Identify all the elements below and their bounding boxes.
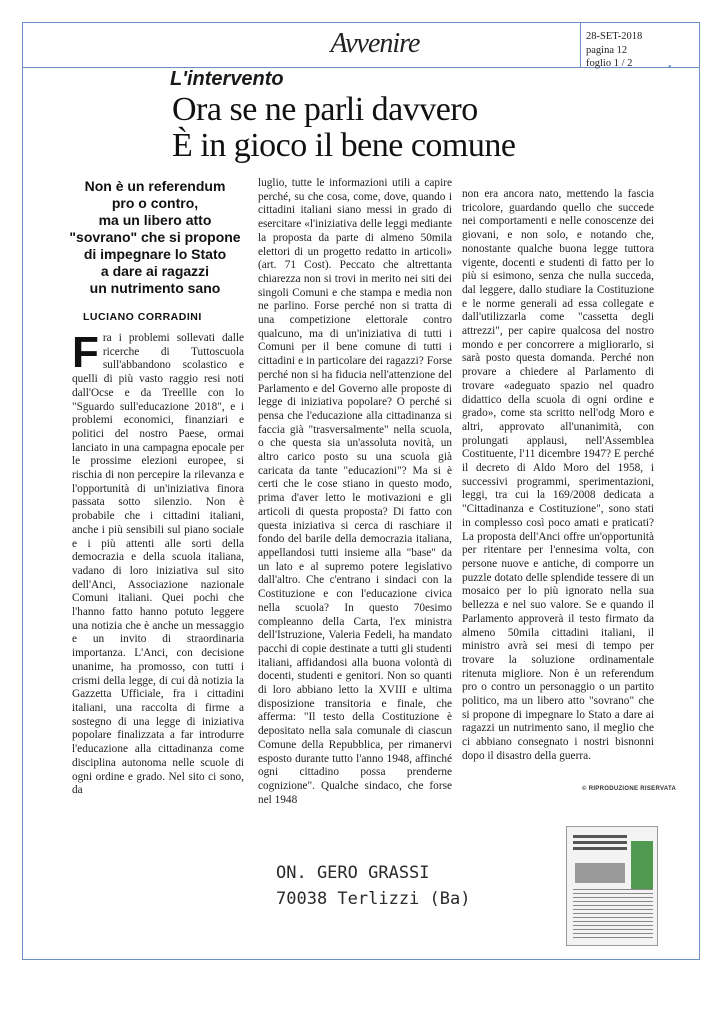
column-3-text: non era ancora nato, mettendo la fascia tricolore, guardando quello che succede nei comportamenti e nelle conoscenze dei giovani, e non solo, e notando che, nonostante qualche buona legge tuttora vigente, docenti e studenti di fatto per lo più si esimono, senza che nulla succeda, dal leggere, dallo studiare la Costituzione e le norme generali ad essa collegate e dall'utilizzarla come "cassetta degli attrezzi", per capire qualcosa del nostro mondo e per concorrere a migliorarlo, si sarà posto questa domanda. Perché non provare a chiedere al Parlamento di trovare «adeguato spazio nel quadro didattico della scuola di ogni ordine e grado», come sta scritto nell'odg Moro e altri, approvato all'unanimità, con prolungati applausi, nell'Assemblea Costituente, l'11 dicembre 1947? E perché il decreto di Aldo Moro del 1958, i successivi programmi, sperimentazioni, leggi, tra cui la 169/2008 dedicata a "Cittadinanza e Costituzione", sono stati in complesso così poco amati e praticati? La proposta dell'Anci offre un'opportunità per ritentare per l'ennesima volta, con persone nuove e antiche, di comporre un puzzle dotato delle splendide tessere di un mosaico per lo più ignorato nella sua bellezza e nel suo valore. Se e quando il Parlamento approverà il testo firmato da almeno 50mila cittadini italiani, il ministro avrà sei mesi di tempo per trovare la soluzione ordinamentale ritenuta migliore. Non è un referendum pro o contro un personaggio o un partito politico, ma un libero atto "sovrano" che si propone di impegnare lo Stato a dare ai ragazzi un nutrimento sano, il meglio che ci abbiano consegnato i nostri bisnonni dopo il disastro della guerra. xyxy=(462,188,654,762)
page-thumbnail xyxy=(566,826,658,946)
byline: LUCIANO CORRADINI xyxy=(83,311,202,323)
subhead-line: un nutrimento sano xyxy=(89,280,221,296)
headline-line-2: È in gioco il bene comune xyxy=(172,127,516,164)
clipping-date: 28-SET-2018 xyxy=(586,31,643,42)
article-column-3 xyxy=(462,188,654,798)
subheadline xyxy=(60,178,250,297)
thumbnail-image xyxy=(575,863,625,883)
drop-cap: F xyxy=(72,332,99,377)
subhead-line: di impegnare lo Stato xyxy=(83,246,227,262)
article-column-2 xyxy=(258,177,452,867)
clipping-page: pagina 12 xyxy=(586,44,628,56)
subhead-line: "sovrano" che si propone xyxy=(69,229,241,245)
section-rubric: L'intervento xyxy=(170,68,284,90)
headline xyxy=(172,92,692,164)
article-column-1 xyxy=(72,332,244,812)
subhead-line: ma un libero atto xyxy=(98,212,212,228)
clipping-sheet: foglio 1 / 2 xyxy=(586,58,633,69)
thumbnail-title-bar xyxy=(573,841,627,844)
masthead-logo: Avvenire xyxy=(330,28,420,59)
thumbnail-title-bar xyxy=(573,835,627,838)
corner-dot: • xyxy=(668,62,672,73)
stamp-name: ON. GERO GRASSI xyxy=(276,863,430,883)
copyright-notice: © RIPRODUZIONE RISERVATA xyxy=(582,786,677,792)
headline-line-1: Ora se ne parli davvero xyxy=(172,91,478,128)
thumbnail-text-lines xyxy=(573,889,653,941)
subhead-line: a dare ai ragazzi xyxy=(100,263,210,279)
column-1-text: ra i problemi sollevati dalle ricerche di Tuttoscuola sull'abbandono scolastico e quelli di più vasto raggio resi noti dall'Ocse e da Treellle con lo "Sguardo sull'educazione 2018", e i problemi economici, finanziari e politici del nostro Paese, ormai lanciato in una campagna epocale per le prossime elezioni europee, si rischia di non percepire la rilevanza e l'opportunità di un'iniziativa finora passata sotto silenzio. Non è probabile che i cittadini italiani, anche i più sensibili sul piano sociale e i più attenti alle sorti della democrazia e della scuola italiana, vadano di loro iniziativa sul sito dell'Anci, Associazione nazionale Comuni italiani. Quei pochi che l'hanno fatto hanno potuto leggere una notizia che è anche un messaggio e un invito di straordinaria importanza. L'Anci, con decisione unanime, ha promosso, con tutti i crismi della legge, di cui dà notizia la Gazzetta Ufficiale, fra i cittadini italiani, una raccolta di firme a sostegno di una legge di iniziativa popolare finalizzata a far introdurre l'educazione alla cittadinanza come disciplina autonoma nelle scuole di ogni ordine e grado. Nel sito ci sono, da xyxy=(72,332,244,797)
thumbnail-title-bar xyxy=(573,847,627,850)
stamp-address: 70038 Terlizzi (Ba) xyxy=(276,889,471,909)
subhead-line: pro o contro, xyxy=(111,195,199,211)
subhead-line: Non è un referendum xyxy=(84,178,226,194)
sender-stamp xyxy=(276,860,470,912)
meta-divider xyxy=(580,22,581,68)
column-2-text: luglio, tutte le informazioni utili a capire perché, su che cosa, come, dove, quando i cittadini italiani siano messi in grado di esercitare «l'iniziativa delle leggi mediante la proposta da parte di almeno 50mila elettori di un progetto redatto in articoli» (art. 71 Cost). Peccato che altrettanta chiarezza non si trovi in merito nei siti dei singoli Comuni e che stampa e media non ne parlino. Forse perché non si tratta di una competizione elettorale contro qualcuno, ma di un'iniziativa di tutti i Comuni per il bene comune di tutti i cittadini e in particolare dei ragazzi? Forse perché non si ha fiducia nell'attenzione del Parlamento e del Governo alle proposte di legge di iniziativa popolare? O perché si pensa che l'educazione alla cittadinanza si faccia già "trasversalmente" nella scuola, o che questa sia un'assoluta novità, un altro carico posto su una scuola già caricata da tante "educazioni"? Ma si è certi che le cose stiano in questo modo, prima d'aver letto le motivazioni e gli articoli di questa proposta? Di fatto con questa iniziativa si cerca di raschiare il fondo del barile della democrazia italiana, appellandosi tutti insieme alla "base" da un lato e al supremo potere legislativo dall'altro. Che c'entrano i sindaci con la Costituzione e con l'educazione civica nella scuola? In questo 70esimo compleanno della Carta, l'ex ministra dell'Istruzione, Valeria Fedeli, ha mandato pacchi di copie destinate a tutti gli studenti italiani, affidandosi alla buona volontà di docenti, studenti e genitori. Non so quanti di loro abbiano letto la XVIII e ultima disposizione transitoria e finale, che afferma: "Il testo della Costituzione è depositato nella sala comunale di ciascun Comune della Repubblica, per rimanervi esposto durante tutto l'anno 1948, affinché ogni cittadino possa prenderne cognizione". Qualche sindaco, che forse nel 1948 xyxy=(258,177,452,806)
